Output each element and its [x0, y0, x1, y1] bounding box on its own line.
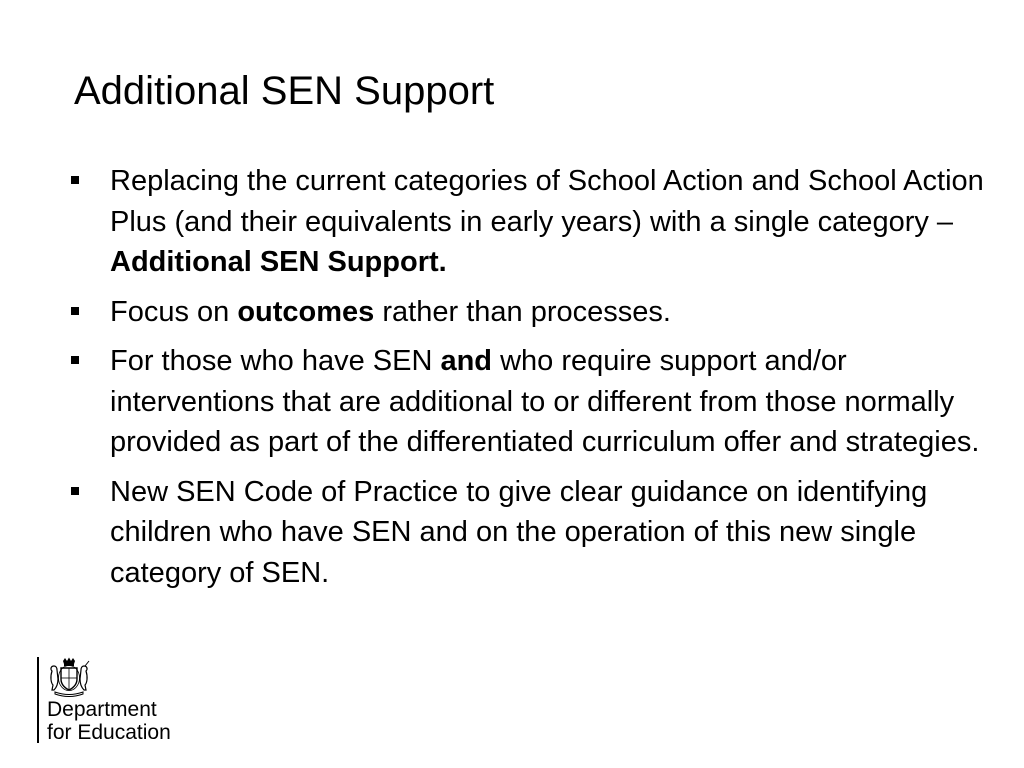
- bullet-text-run: rather than processes.: [374, 295, 671, 328]
- bullet-text-run: New SEN Code of Practice to give clear guidance on identifying children who have SEN and on the operation of this new single category of SEN.: [110, 475, 928, 589]
- bullet-text-bold: Additional SEN Support.: [110, 246, 447, 278]
- bullet-text-run: For those who have SEN: [110, 345, 441, 377]
- royal-crest-icon: [47, 657, 91, 697]
- department-for-education-logo: [37, 657, 197, 747]
- bullet-text-bold: outcomes: [237, 295, 375, 328]
- bullet-text-run: Focus on: [110, 295, 238, 328]
- square-bullet-icon: [71, 487, 79, 495]
- bullet-text-bold: and: [440, 345, 493, 377]
- square-bullet-icon: [71, 176, 79, 184]
- square-bullet-icon: [71, 307, 79, 315]
- bullet-list: [70, 161, 990, 602]
- bullet-item: [70, 292, 990, 333]
- bullet-item: [70, 472, 990, 594]
- slide-title: Additional SEN Support: [74, 69, 495, 113]
- bullet-text: [110, 296, 671, 328]
- bullet-text: [110, 165, 984, 278]
- bullet-text: [110, 345, 979, 458]
- logo-text-line-2: for Education: [47, 721, 171, 744]
- bullet-item: [70, 161, 990, 283]
- logo-divider: [37, 657, 39, 743]
- square-bullet-icon: [71, 356, 79, 364]
- bullet-text-run: who require support and/or interventions that are additional to or different from those normally provided as part of the differentiated curriculum offer and strategies.: [110, 345, 980, 458]
- logo-text-line-1: Department: [47, 698, 157, 721]
- bullet-text: [110, 476, 927, 589]
- bullet-text-run: Replacing the current categories of School Action and School Action Plus (and their equivalents in early years) with a single category –: [110, 165, 984, 238]
- bullet-item: [70, 341, 990, 463]
